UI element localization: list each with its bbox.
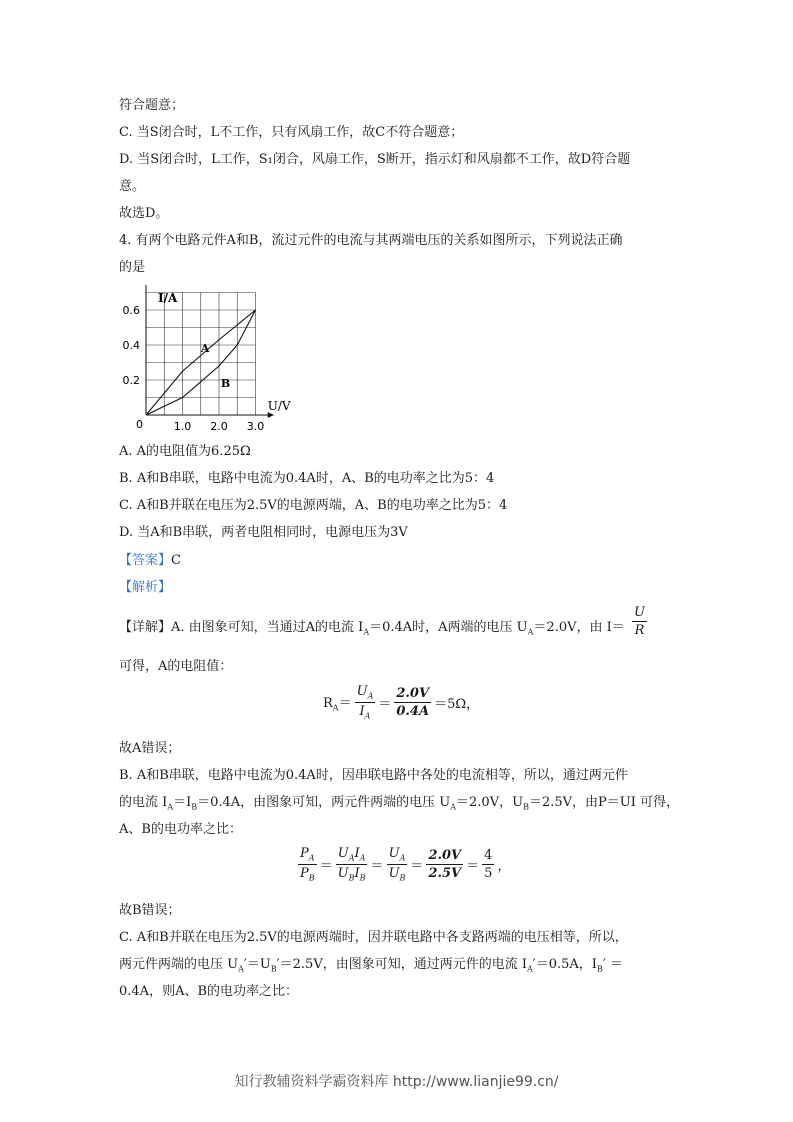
answer-tag: 【答案】 (119, 553, 172, 568)
footer-watermark: 知行教辅资料学霸资料库 http://www.lianjie99.cn/ (234, 1074, 559, 1090)
detail-p2: 可得，A的电阻值： (119, 659, 233, 674)
option-c: C. A和B并联在电压为2.5V的电源两端，A、B的电功率之比为5：4 (119, 498, 508, 513)
y-axis-label: I/A (158, 291, 178, 305)
y-tick-label: 0.4 (122, 339, 140, 352)
chart-labels (123, 291, 291, 433)
text-line: C. 当S闭合时，L不工作，只有风扇工作，故C不符合题意； (119, 125, 464, 140)
origin-label: 0 (136, 418, 143, 431)
x-tick-label: 3.0 (246, 420, 265, 433)
detail-p10: 0.4A，则A、B的电功率之比： (119, 984, 299, 999)
question-4-stem: 4. 有两个电路元件A和B，流过元件的电流与其两端电压的关系如图所示，下列说法正确 (119, 233, 623, 248)
option-b: B. A和B串联，电路中电流为0.4A时，A、B的电功率之比为5：4 (119, 471, 495, 486)
detail-p1: 【详解】A. 由图象可知，当通过A的电流 $I_A=0.4A$时，A两端的电压 $U_A=2.0V$，由 I＝ (119, 620, 625, 637)
text-line: 意。 (119, 179, 146, 194)
detail-p4: B. A和B串联，电路中电流为0.4A时，因串联电路中各处的电流相等，所以，通过两元件 (119, 768, 628, 783)
detail-p5: 的电流 $I_A=I_B=0.4A$，由图象可知，两元件两端的电压 $U_A=2.0V$，$U_B=2.5V$，由P＝UI 可得， (119, 795, 679, 812)
y-tick-label: 0.2 (122, 374, 140, 387)
detail-p6: A、B的电功率之比： (119, 822, 242, 837)
x-axis-label: U/V (267, 399, 291, 413)
question-4-stem-cont: 的是 (119, 260, 146, 275)
option-d: D. 当A和B串联，两者电阻相同时，电源电压为3V (119, 525, 408, 540)
text-line: 故选D。 (119, 206, 169, 221)
detail-p3: 故A错误； (119, 741, 181, 756)
option-a: A. A的电阻值为6.25Ω (119, 444, 251, 459)
equation-resistance: $R_A=$ $\frac{U_A}{I_A}$ ＝ $\frac{2.0V}{0.4A}$ ＝5Ω， (323, 684, 480, 721)
detail-p7: 故B错误； (119, 903, 181, 918)
series-label-A: A (200, 342, 210, 355)
text-line: D. 当S闭合时，L工作，S₁闭合，风扇工作，S断开，指示灯和风扇都不工作，故D符合题 (119, 152, 631, 167)
equation-power-ratio: $\frac{P_A}{P_B}$ ＝ $\frac{U_AI_A}{U_BI_B}$ ＝ $\frac{U_A}{U_B}$ ＝ $\frac{2.0V}{2.5V}$ ＝ $\frac{4}{5}$ ， (300, 846, 511, 883)
x-tick-label: 1.0 (173, 420, 192, 433)
ohm-law-fraction: $\frac{U}{R}$ (634, 605, 645, 638)
detail-p9: 两元件两端的电压 $U_A'=U_B'=2.5V$，由图象可知，通过两元件的电流 $I_A'=0.5A$，$I_B'$ ＝ (119, 957, 623, 974)
analysis-tag: 【解析】 (119, 580, 172, 595)
detail-p8: C. A和B并联在电压为2.5V的电源两端时，因并联电路中各支路两端的电压相等，所以， (119, 930, 628, 945)
text-line: 符合题意； (119, 98, 185, 113)
y-tick-label: 0.6 (122, 304, 140, 317)
answer-line (119, 553, 181, 569)
answer-value: C (171, 553, 181, 568)
series-label-B: B (220, 377, 231, 390)
iu-chart (118, 285, 298, 435)
x-tick-label: 2.0 (210, 420, 228, 433)
